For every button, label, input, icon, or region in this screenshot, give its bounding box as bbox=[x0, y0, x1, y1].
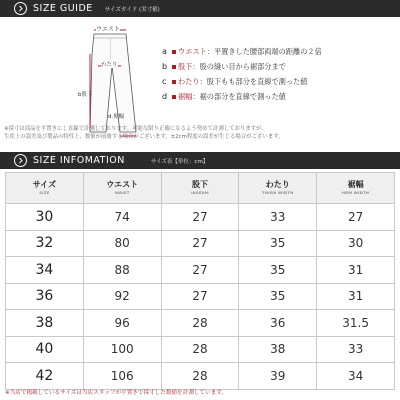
table-row bbox=[6, 204, 395, 231]
cell-waist: 80 bbox=[83, 230, 161, 257]
note-line: 生産上の誤差及び製品の特性上、数値が前後する場合がございます。±2cm程度の誤差が生じる場合がございます。 bbox=[4, 133, 284, 140]
diagram-label-hem: d.裾幅 bbox=[108, 114, 125, 120]
cell-thigh: 39 bbox=[239, 363, 317, 390]
diagram-label-inseam: b股下 bbox=[78, 92, 93, 98]
size-guide-title: SIZE GUIDE bbox=[33, 3, 93, 14]
cell-inseam: 27 bbox=[161, 283, 239, 310]
diagram-label-crotch: わたり bbox=[101, 62, 118, 68]
cell-inseam: 27 bbox=[161, 230, 239, 257]
legend-term: わたり bbox=[178, 76, 200, 86]
table-row bbox=[6, 230, 395, 257]
cell-hem: 31.5 bbox=[317, 310, 395, 337]
square-icon bbox=[172, 95, 176, 99]
size-info-header bbox=[0, 152, 400, 169]
header-en: INSEAM bbox=[191, 190, 209, 195]
legend-item-waist bbox=[162, 44, 398, 59]
size-guide-subtitle: サイズガイド (実寸値) bbox=[104, 6, 160, 13]
header-jp: 裾幅 bbox=[347, 180, 364, 189]
square-icon bbox=[172, 65, 176, 69]
square-icon bbox=[172, 50, 176, 54]
legend-letter: d bbox=[162, 92, 168, 101]
header-inseam bbox=[161, 173, 239, 204]
cell-thigh: 36 bbox=[239, 310, 317, 337]
diagram-label-waist: ウエスト bbox=[96, 26, 121, 33]
measurement-notes bbox=[4, 126, 396, 141]
legend-letter: c bbox=[162, 77, 167, 86]
cell-size: 36 bbox=[6, 283, 84, 310]
size-guide-header bbox=[0, 0, 400, 17]
table-row bbox=[6, 257, 395, 284]
cell-inseam: 28 bbox=[161, 336, 239, 363]
cell-thigh: 35 bbox=[239, 283, 317, 310]
header-jp: わたり bbox=[265, 180, 290, 189]
cell-waist: 88 bbox=[83, 257, 161, 284]
cell-hem: 30 bbox=[317, 230, 395, 257]
size-footnote: ※当店で掲載しているサイズは当店スタッフが平置きで採寸した数値を計測しています。 bbox=[5, 390, 227, 396]
table-header-row bbox=[6, 173, 395, 204]
size-info-title: SIZE INFOMATION bbox=[33, 155, 125, 166]
cell-thigh: 38 bbox=[239, 336, 317, 363]
header-waist bbox=[83, 173, 161, 204]
cell-waist: 74 bbox=[83, 204, 161, 231]
cell-thigh: 33 bbox=[239, 204, 317, 231]
cell-inseam: 28 bbox=[161, 310, 239, 337]
square-icon bbox=[172, 80, 176, 84]
header-en: WAIST bbox=[114, 190, 130, 195]
header-hem bbox=[317, 173, 395, 204]
cell-waist: 92 bbox=[83, 283, 161, 310]
cell-size: 32 bbox=[6, 230, 84, 257]
cell-waist: 100 bbox=[83, 336, 161, 363]
header-en: HEM WIDTH bbox=[341, 190, 370, 195]
cell-inseam: 27 bbox=[161, 257, 239, 284]
size-table bbox=[5, 172, 395, 390]
table-row bbox=[6, 310, 395, 337]
header-thigh bbox=[239, 173, 317, 204]
table-row bbox=[6, 363, 395, 390]
cell-size: 34 bbox=[6, 257, 84, 284]
cell-size: 42 bbox=[6, 363, 84, 390]
legend-letter: b bbox=[162, 62, 168, 71]
cell-hem: 34 bbox=[317, 363, 395, 390]
cell-thigh: 35 bbox=[239, 230, 317, 257]
cell-hem: 33 bbox=[317, 336, 395, 363]
legend-item-inseam bbox=[162, 59, 398, 74]
cell-thigh: 35 bbox=[239, 257, 317, 284]
header-en: THIGH WIDTH bbox=[262, 190, 294, 195]
cell-waist: 106 bbox=[83, 363, 161, 390]
legend-item-thigh bbox=[162, 74, 398, 89]
cell-waist: 96 bbox=[83, 310, 161, 337]
legend-term: 股下 bbox=[178, 61, 193, 71]
header-en: SIZE bbox=[39, 190, 50, 195]
measurement-legend bbox=[162, 44, 398, 104]
legend-desc: ：裾の部分を直線で測った値 bbox=[192, 91, 286, 101]
legend-desc: ：股下もも部分を直線で測った値 bbox=[199, 76, 308, 86]
legend-desc: ：平置きした腰部両端の距離の２倍 bbox=[206, 46, 322, 56]
cell-size: 30 bbox=[6, 204, 84, 231]
cell-hem: 31 bbox=[317, 283, 395, 310]
size-info-subtitle: サイズ表【単位：cm】 bbox=[150, 158, 209, 165]
cell-size: 38 bbox=[6, 310, 84, 337]
cell-hem: 27 bbox=[317, 204, 395, 231]
cell-size: 40 bbox=[6, 336, 84, 363]
cell-inseam: 27 bbox=[161, 204, 239, 231]
cell-hem: 31 bbox=[317, 257, 395, 284]
legend-term: ウエスト bbox=[178, 46, 207, 56]
legend-item-hem bbox=[162, 89, 398, 104]
header-size bbox=[6, 173, 84, 204]
note-line: ※採寸は商品を平置きにし直線で計測しております。可能な限り正確になるよう努めて計測しておりますが、 bbox=[4, 126, 267, 132]
legend-term: 裾幅 bbox=[178, 91, 193, 101]
pants-diagram bbox=[54, 22, 154, 140]
legend-desc: ：股の縫い目から裾部分まで bbox=[192, 61, 286, 71]
header-jp: ウエスト bbox=[106, 180, 139, 189]
table-row bbox=[6, 336, 395, 363]
header-jp: 股下 bbox=[191, 180, 208, 189]
cell-inseam: 28 bbox=[161, 363, 239, 390]
header-jp: サイズ bbox=[32, 180, 57, 189]
chevron-right-icon bbox=[14, 154, 27, 167]
chevron-right-icon bbox=[14, 2, 27, 15]
table-row bbox=[6, 283, 395, 310]
legend-letter: a bbox=[162, 47, 167, 56]
